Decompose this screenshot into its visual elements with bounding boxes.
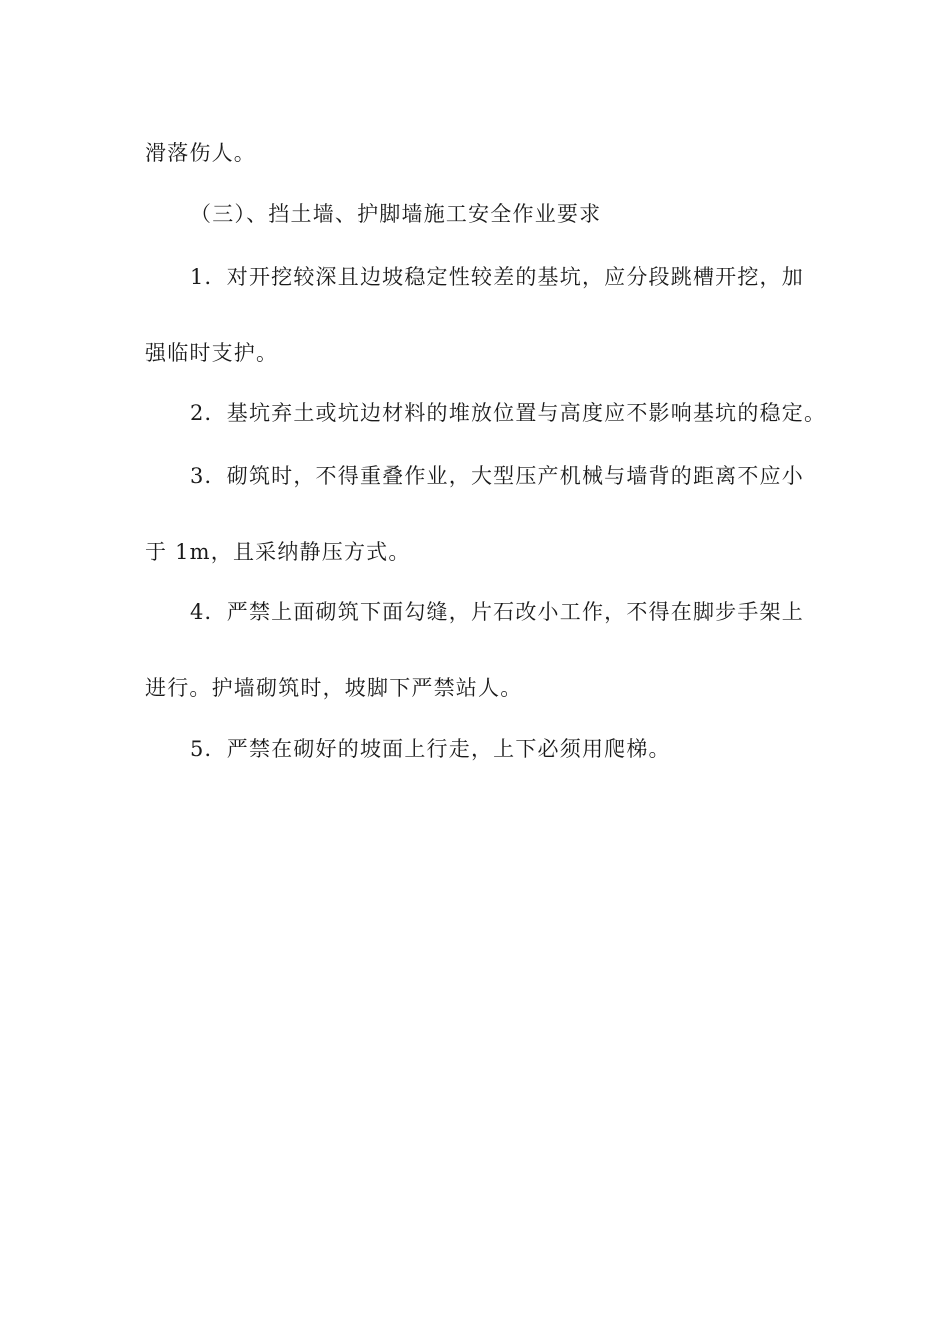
paragraph-continuation-line: 滑落伤人。 [145, 141, 256, 165]
item-3-line-2: 于 1m，且采纳静压方式。 [145, 540, 411, 564]
item-3-line-1: 3．砌筑时，不得重叠作业，大型压产机械与墙背的距离不应小 [190, 464, 804, 488]
item-1-line-2: 强临时支护。 [145, 341, 279, 365]
item-1-line-1: 1．对开挖较深且边坡稳定性较差的基坑，应分段跳槽开挖，加 [190, 265, 804, 289]
item-4-line-2: 进行。护墙砌筑时，坡脚下严禁站人。 [145, 676, 523, 700]
item-4-line-1: 4．严禁上面砌筑下面勾缝，片石改小工作，不得在脚步手架上 [190, 600, 804, 624]
item-2-line-1: 2．基坑弃土或坑边材料的堆放位置与高度应不影响基坑的稳定。 [190, 401, 827, 425]
section-heading: （三）、挡土墙、护脚墙施工安全作业要求 [190, 202, 602, 226]
item-5-line-1: 5．严禁在砌好的坡面上行走，上下必须用爬梯。 [190, 737, 671, 761]
